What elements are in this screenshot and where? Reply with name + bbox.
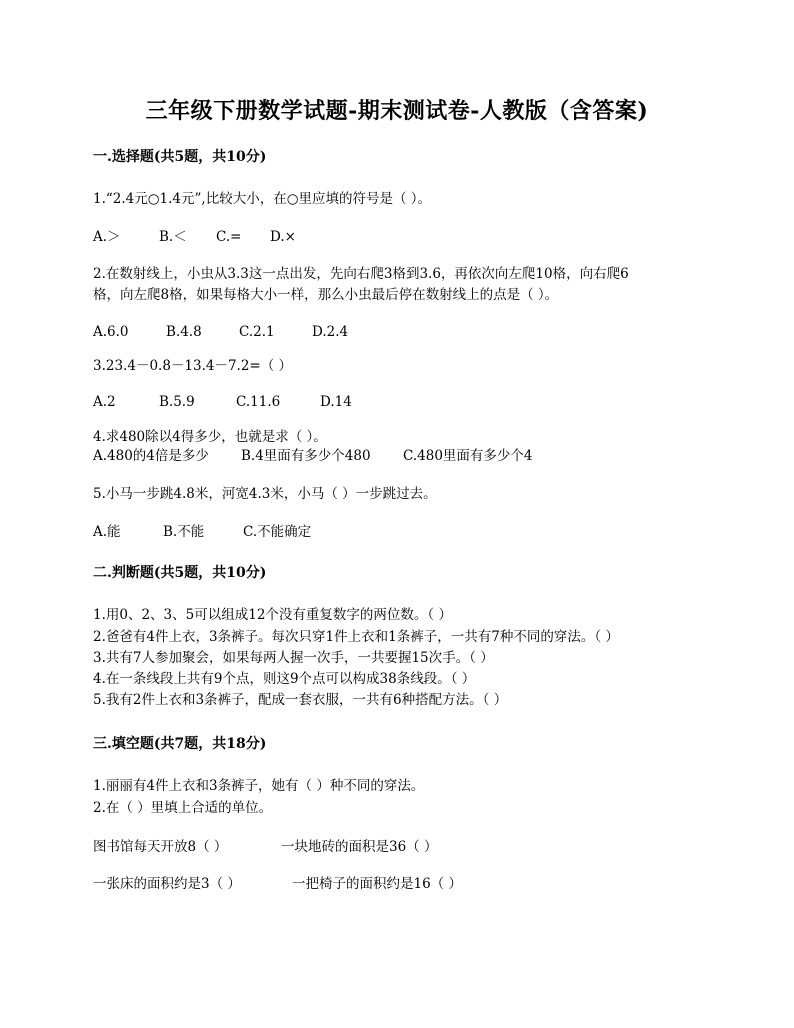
option: D.×: [270, 229, 296, 245]
question-text: 5.小马一步跳4.8米，河宽4.3米，小马（ ）一步跳过去。: [93, 486, 437, 502]
section-heading-fill: 三.填空题(共7题，共18分): [93, 736, 267, 752]
option: A.＞: [93, 229, 121, 245]
option: B.5.9: [159, 394, 195, 410]
options-row: [93, 392, 352, 412]
option: A.2: [93, 394, 116, 410]
option: A.能: [93, 524, 121, 540]
question-text: 2.在（ ）里填上合适的单位。: [93, 800, 273, 816]
fill-item: 一块地砖的面积是36（ ）: [281, 839, 438, 855]
options-row: [93, 322, 348, 342]
option: C.480里面有多少个4: [403, 448, 533, 464]
question-text: 3.共有7人参加聚会，如果每两人握一次手，一共要握15次手。（ ）: [93, 650, 494, 666]
option: A.480的4倍是多少: [93, 448, 209, 464]
question-text: 1.丽丽有4件上衣和3条裤子，她有（ ）种不同的穿法。: [93, 778, 425, 794]
option: A.6.0: [93, 324, 129, 340]
page-title: 三年级下册数学试题-期末测试卷-人教版（含答案): [145, 98, 649, 124]
question-text: 5.我有2件上衣和3条裤子，配成一套衣服，一共有6种搭配方法。（ ）: [93, 692, 508, 708]
fill-item: 图书馆每天开放8（ ）: [93, 839, 228, 855]
question-text: 3.23.4－0.8－13.4－7.2=（ ）: [93, 358, 293, 374]
options-row: [93, 446, 533, 466]
question-text: 1.“2.4元○1.4元”,比较大小，在○里应填的符号是（ ）。: [93, 191, 432, 207]
question-text: 1.用0、2、3、5可以组成12个没有重复数字的两位数。（ ）: [93, 607, 452, 623]
options-row: [93, 522, 311, 542]
option: B.4里面有多少个480: [241, 448, 371, 464]
section-heading-judgement: 二.判断题(共5题，共10分): [93, 565, 267, 581]
option: B.4.8: [166, 324, 202, 340]
question-text: 2.在数射线上，小虫从3.3这一点出发，先向右爬3格到3.6，再依次向左爬10格，向右爬6: [93, 266, 629, 282]
option: D.14: [320, 394, 352, 410]
question-text: 格，向左爬8格，如果每格大小一样，那么小虫最后停在数射线上的点是（ ）。: [93, 287, 559, 303]
fill-row: [93, 837, 437, 857]
fill-item: 一张床的面积约是3（ ）: [93, 876, 241, 892]
question-text: 4.在一条线段上共有9个点，则这9个点可以构成38条线段。（ ）: [93, 671, 476, 687]
options-row: [93, 227, 296, 247]
option: C.=: [216, 229, 242, 245]
option: C.2.1: [239, 324, 275, 340]
question-text: 2.爸爸有4件上衣，3条裤子。每次只穿1件上衣和1条裤子，一共有7种不同的穿法。（ ）: [93, 629, 619, 645]
option: C.不能确定: [243, 524, 312, 540]
option: D.2.4: [312, 324, 349, 340]
option: B.＜: [159, 229, 187, 245]
option: C.11.6: [236, 394, 281, 410]
question-text: 4.求480除以4得多少，也就是求（ ）。: [93, 429, 327, 445]
fill-row: [93, 874, 462, 894]
fill-item: 一把椅子的面积约是16（ ）: [292, 876, 462, 892]
option: B.不能: [163, 524, 205, 540]
section-heading-choice: 一.选择题(共5题，共10分): [93, 149, 267, 165]
